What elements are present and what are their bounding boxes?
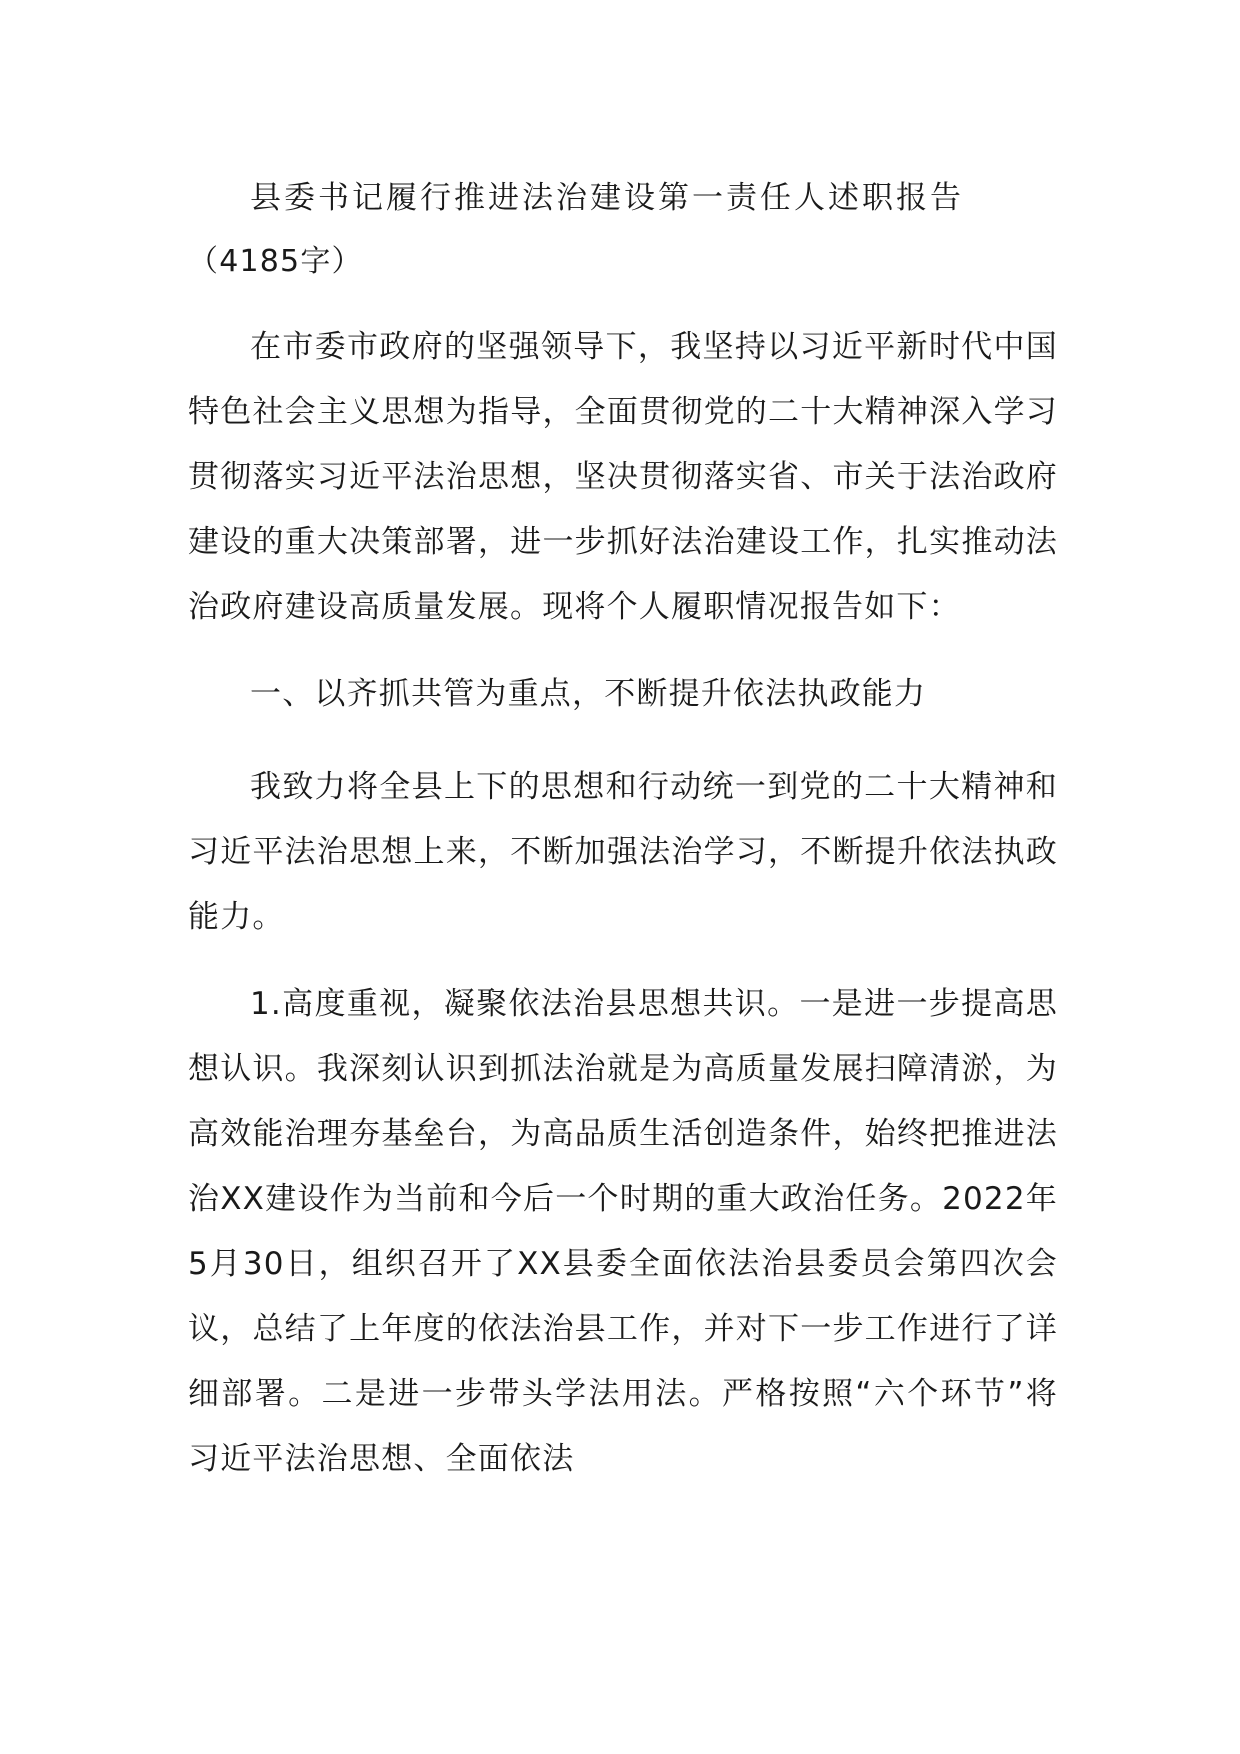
document-title: 县委书记履行推进法治建设第一责任人述职报告: [250, 180, 964, 216]
section-heading: 一、以齐抓共管为重点，不断提升依法执政能力: [250, 676, 927, 712]
intro-paragraph: 在市委市政府的坚强领导下，我坚持以习近平新时代中国特色社会主义思想为指导，全面贯彻党的二十大精神深入学习贯彻落实习近平法治思想，坚决贯彻落实省、市关于法治政府建设的重大决策部署，进一步抓好法治建设工作，扎实推动法治政府建设高质量发展。现将个人履职情况报告如下：: [188, 329, 1058, 625]
section-intro-paragraph: 我致力将全县上下的思想和行动统一到党的二十大精神和习近平法治思想上来，不断加强法治学习，不断提升依法执政能力。: [188, 769, 1058, 935]
document-body: [188, 166, 1058, 1514]
document-title-block: [188, 166, 1058, 293]
document-title-note: （4185字）: [188, 244, 363, 279]
subsection-paragraph: 1.高度重视，凝聚依法治县思想共识。一是进一步提高思想认识。我深刻认识到抓法治就是为高质量发展扫障清淤，为高效能治理夯基垒台，为高品质生活创造条件，始终把推进法治XX建设作为当前和今后一个时期的重大政治任务。2022年5月30日，组织召开了XX县委全面依法治县委员会第四次会议，总结了上年度的依法治县工作，并对下一步工作进行了详细部署。二是进一步带头学法用法。严格按照“六个环节”将习近平法治思想、全面依法: [188, 986, 1058, 1477]
